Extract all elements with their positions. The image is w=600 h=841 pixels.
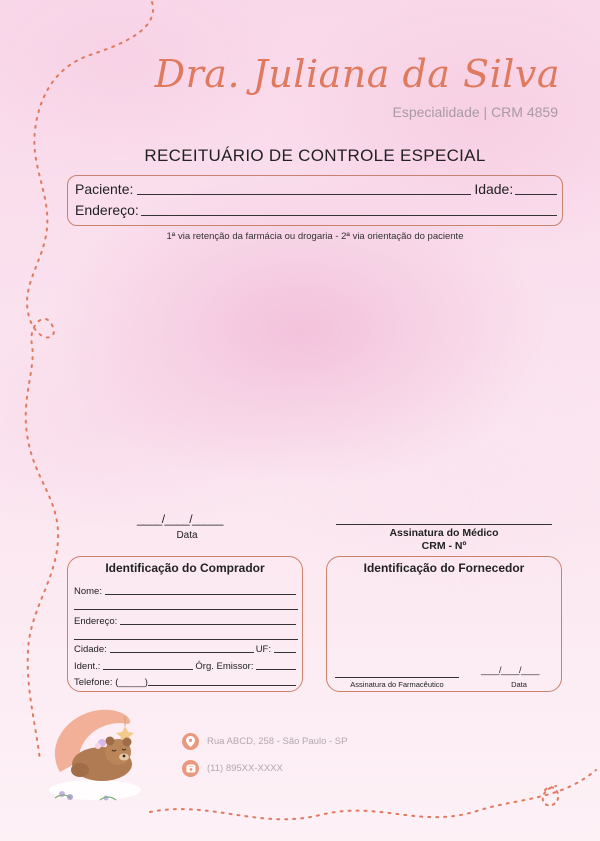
buyer-endereco-row bbox=[74, 615, 298, 627]
buyer-identification-box bbox=[67, 556, 303, 692]
supplier-title: Identificação do Fornecedor bbox=[363, 561, 525, 575]
endereco-field[interactable] bbox=[141, 202, 557, 216]
buyer-endereco-field[interactable] bbox=[120, 615, 296, 625]
prescription-date-label: Data bbox=[176, 530, 198, 541]
via-note: 1ª via retenção da farmácia ou drogaria - 2ª via orientação do paciente bbox=[166, 231, 464, 242]
idade-label: Idade: bbox=[474, 181, 514, 197]
doctor-name: Dra. Juliana da Silva bbox=[154, 52, 560, 96]
supplier-date-field[interactable]: ____/____/____ bbox=[481, 665, 540, 675]
paciente-label: Paciente: bbox=[75, 181, 134, 197]
buyer-cidade-field[interactable] bbox=[110, 643, 254, 653]
buyer-ident-label: Ident.: bbox=[74, 661, 101, 672]
buyer-ident-row bbox=[74, 660, 298, 672]
buyer-telefone-row bbox=[74, 676, 298, 688]
buyer-orgao-label: Órg. Emissor: bbox=[195, 661, 254, 672]
buyer-telefone-field[interactable] bbox=[148, 676, 296, 686]
buyer-uf-label: UF: bbox=[255, 644, 271, 655]
contact-address bbox=[182, 733, 347, 750]
prescription-date-field[interactable]: ____/____/_____ bbox=[137, 512, 223, 526]
paciente-field[interactable] bbox=[137, 181, 471, 195]
document-title: RECEITUÁRIO DE CONTROLE ESPECIAL bbox=[144, 146, 486, 165]
idade-field[interactable] bbox=[515, 181, 557, 195]
teddy-bear-moon-illustration bbox=[40, 702, 150, 807]
location-pin-icon bbox=[182, 733, 199, 750]
doctor-specialty-crm: Especialidade | CRM 4859 bbox=[392, 104, 558, 120]
buyer-nome-label: Nome: bbox=[74, 586, 102, 597]
pharmacist-signature-label: Assinatura do Farmacêutico bbox=[350, 680, 444, 689]
buyer-nome-row bbox=[74, 585, 298, 597]
crm-text: CRM - Nº bbox=[421, 540, 467, 552]
buyer-cidade-label: Cidade: bbox=[74, 644, 107, 655]
doctor-signature-line[interactable] bbox=[336, 524, 552, 525]
patient-box bbox=[67, 175, 563, 226]
endereco-row bbox=[75, 202, 557, 218]
doctor-signature-label bbox=[336, 527, 552, 553]
doctor-sig-text: Assinatura do Médico bbox=[389, 527, 499, 539]
phone-text: (11) 895XX-XXXX bbox=[207, 763, 283, 774]
supplier-date-label: Data bbox=[511, 680, 527, 689]
pharmacist-signature-line[interactable] bbox=[335, 677, 459, 678]
buyer-uf-field[interactable] bbox=[274, 643, 296, 653]
endereco-label: Endereço: bbox=[75, 202, 139, 218]
buyer-telefone-label: Telefone: (_____) bbox=[74, 677, 148, 688]
supplier-identification-box bbox=[326, 556, 562, 692]
buyer-cidade-row bbox=[74, 643, 298, 655]
buyer-title: Identificação do Comprador bbox=[105, 561, 265, 575]
buyer-nome-field[interactable] bbox=[105, 585, 296, 595]
buyer-ident-field[interactable] bbox=[103, 660, 193, 670]
buyer-orgao-field[interactable] bbox=[256, 660, 296, 670]
buyer-endereco-extra-line[interactable] bbox=[74, 639, 298, 640]
address-text: Rua ABCD, 258 - São Paulo - SP bbox=[207, 736, 348, 747]
buyer-endereco-label: Endereço: bbox=[74, 616, 118, 627]
phone-icon bbox=[182, 760, 199, 777]
contact-phone bbox=[182, 760, 283, 777]
buyer-nome-extra-line[interactable] bbox=[74, 609, 298, 610]
patient-row bbox=[75, 181, 557, 197]
